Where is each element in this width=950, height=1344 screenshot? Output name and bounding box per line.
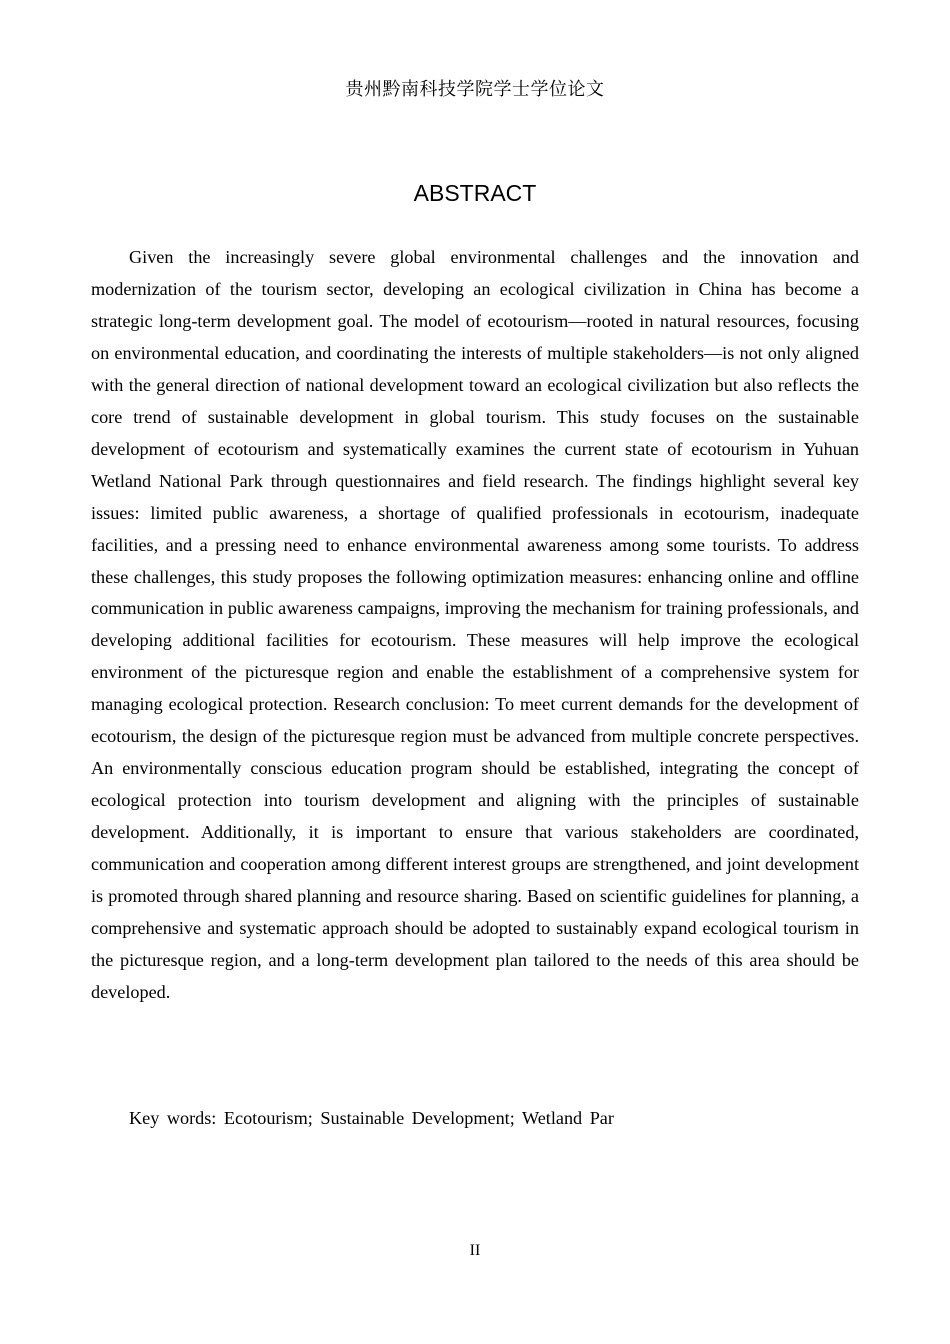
abstract-title: ABSTRACT [413, 180, 537, 206]
page-number: II [469, 1242, 481, 1259]
running-header: 贵州黔南科技学院学士学位论文 [345, 79, 605, 100]
keywords-line: Key words: Ecotourism; Sustainable Development; Wetland Par [129, 1108, 614, 1128]
abstract-body: Given the increasingly severe global environmental challenges and the innovation and modernization of the tourism sector, developing an ecological civilization in China has become a strategic long-term development goal. The model of ecotourism—rooted in natural resources, focusing on environmental education, and coordinating the interests of multiple stakeholders—is not only aligned with the general direction of national development toward an ecological civilization but also reflects the core trend of sustainable development in global tourism. This study focuses on the sustainable development of ecotourism and systematically examines the current state of ecotourism in Yuhuan Wetland National Park through questionnaires and field research. The findings highlight several key issues: limited public awareness, a shortage of qualified professionals in ecotourism, inadequate facilities, and a pressing need to enhance environmental awareness among some tourists. To address these challenges, this study proposes the following optimization measures: enhancing online and offline communication in public awareness campaigns, improving the mechanism for training professionals, and developing additional facilities for ecotourism. These measures will help improve the ecological environment of the picturesque region and enable the establishment of a comprehensive system for managing ecological protection. Research conclusion: To meet current demands for the development of ecotourism, the design of the picturesque region must be advanced from multiple concrete perspectives. An environmentally conscious education program should be established, integrating the concept of ecological protection into tourism development and aligning with the principles of sustainable development. Additionally, it is important to ensure that various stakeholders are coordinated, communication and cooperation among different interest groups are strengthened, and joint development is promoted through shared planning and resource sharing. Based on scientific guidelines for planning, a comprehensive and systematic approach should be adopted to sustainably expand ecological tourism in the picturesque region, and a long-term development plan tailored to the needs of this area should be developed. [91, 247, 859, 1002]
